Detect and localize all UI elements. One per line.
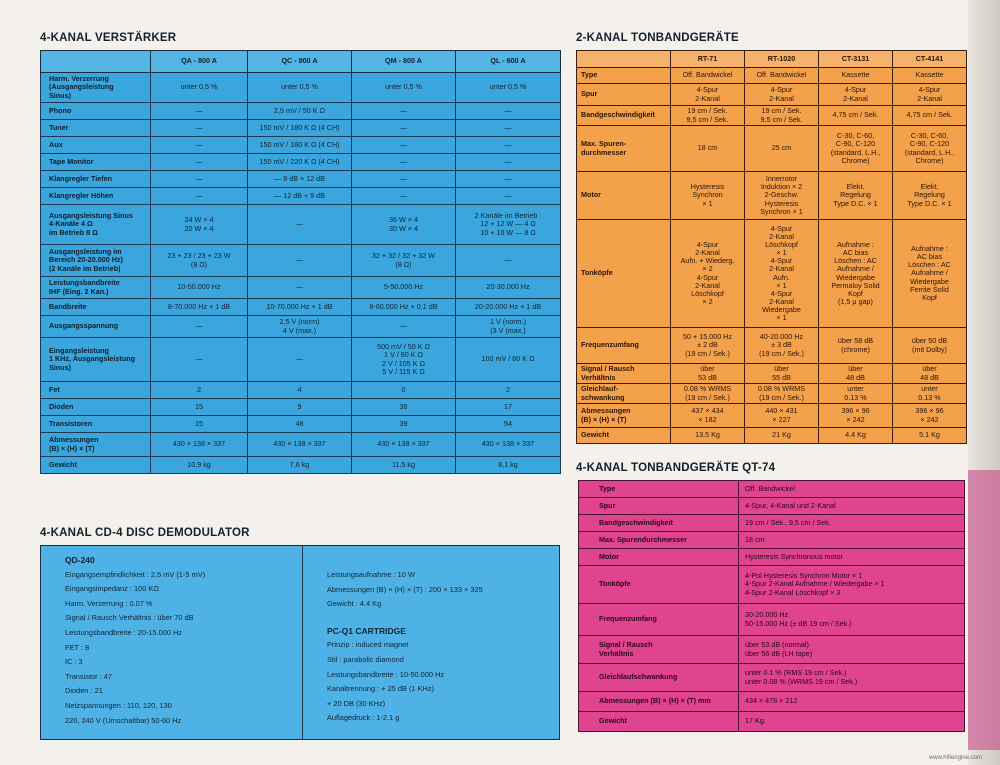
amp-cell: — xyxy=(151,137,248,154)
amp-cell: — xyxy=(352,171,456,188)
qt-title: 4-KANAL TONBANDGERÄTE QT-74 xyxy=(576,462,776,474)
qt-row-label: Bandgeschwindigkeit xyxy=(579,515,739,532)
tape-cell: Aufnahme : AC bias Löschen : AC Aufnahme / Wiedergabe Ferrite Solid Kopf xyxy=(893,220,967,328)
qd240-spec-line: Leistungsaufnahme : 10 W xyxy=(327,570,415,579)
tape-cell: 25 cm xyxy=(745,126,819,172)
qt-table-row xyxy=(579,664,965,692)
tape-cell: 21 Kg xyxy=(745,428,819,444)
amp-model-header: QC - 800 A xyxy=(248,51,352,73)
amp-cell: 100 mV / 60 K Ω xyxy=(456,338,561,382)
amp-cell: 10,9 kg xyxy=(151,457,248,474)
amp-cell: — 9 dB + 12 dB xyxy=(248,171,352,188)
amp-cell: 1 V (norm.) (3 V (max.) xyxy=(456,316,561,338)
tape-cell: Innerrotor Induktion × 2 2-Geschw. Hysteresis Synchron × 1 xyxy=(745,172,819,220)
amp-cell: — xyxy=(248,245,352,277)
tape-cell: Aufnahme : AC bias Löschen : AC Aufnahme / Wiedergabe Permaloy Solid Kopf (1,5 μ gap) xyxy=(819,220,893,328)
amplifier-spec-table xyxy=(40,50,561,474)
tape-cell: 0.08 % WRMS (19 cm / Sek.) xyxy=(745,384,819,404)
amp-cell: — xyxy=(151,171,248,188)
tape-recorder-spec-table xyxy=(576,50,967,444)
amp-table-row xyxy=(41,382,561,399)
amp-cell: 15 xyxy=(151,416,248,433)
amp-cell: 430 × 138 × 337 xyxy=(456,433,561,457)
amp-cell: 7,6 kg xyxy=(248,457,352,474)
qd240-spec-line: Transistor : 47 xyxy=(65,671,112,681)
qt-row-label: Spur xyxy=(579,498,739,515)
amp-cell: 36 xyxy=(352,399,456,416)
tape-cell: 0.08 % WRMS (19 cm / Sek.) xyxy=(671,384,745,404)
tape-cell: 40-20.000 Hz ± 3 dB (19 cm / Sek.) xyxy=(745,328,819,364)
amp-cell: 2 xyxy=(456,382,561,399)
qt-cell: 4-Pol Hysteresis Synchron Motor × 1 4-Spur 2-Kanal Aufnahme / Wiedergabe × 1 4-Spur 2-Kanal Löschkopf × 3 xyxy=(739,566,965,604)
tape-row-label: Motor xyxy=(577,172,671,220)
amp-cell: — xyxy=(456,188,561,205)
amp-cell: — 12 dB + 9 dB xyxy=(248,188,352,205)
qt-cell: 4-Spur, 4-Kanal und 2-Kanal xyxy=(739,498,965,515)
tape-cell: 18 cm xyxy=(671,126,745,172)
amp-cell: — xyxy=(456,171,561,188)
amp-cell: 24 W × 4 20 W × 4 xyxy=(151,205,248,245)
cartridge-heading: PC-Q1 CARTRIDGE xyxy=(327,625,406,636)
amp-cell: unter 0,5 % xyxy=(456,73,561,103)
amp-cell: 150 mV / 220 K Ω (4 CH) xyxy=(248,154,352,171)
amp-cell: — xyxy=(456,120,561,137)
qd240-spec-line: FET : 8 xyxy=(65,642,90,652)
amp-table-row xyxy=(41,171,561,188)
amp-table-row xyxy=(41,457,561,474)
tape-table-row xyxy=(577,364,967,384)
amp-cell: 17 xyxy=(456,399,561,416)
tape-table-row xyxy=(577,126,967,172)
amp-row-label: Bandbreite xyxy=(41,299,151,316)
tape-row-label: Max. Spuren- durchmesser xyxy=(577,126,671,172)
amp-cell: 4 xyxy=(248,382,352,399)
amp-row-label: Tape Monitor xyxy=(41,154,151,171)
qd240-spec-line: Harm. Verzerrung : 0.07 % xyxy=(65,598,153,608)
tape-table-row xyxy=(577,404,967,428)
tape-model-header: RT-1020 xyxy=(745,51,819,68)
cd4-right-column xyxy=(303,546,559,739)
qt-cell: über 53 dB (normal) über 56 dB (LH tape) xyxy=(739,636,965,664)
amp-cell: 15 xyxy=(151,399,248,416)
amp-cell: — xyxy=(151,188,248,205)
amp-header-blank xyxy=(41,51,151,73)
amp-row-label: Ausgangsleistung im Bereich 20-20.000 Hz) (2 Kanäle im Betrieb) xyxy=(41,245,151,277)
tape-cell: 5.1 Kg xyxy=(893,428,967,444)
amp-cell: 11,5 kg xyxy=(352,457,456,474)
tape-cell: C-30, C-60, C-90, C-120 (standard, L.H., Chrome) xyxy=(893,126,967,172)
tape-header-blank xyxy=(577,51,671,68)
tape-row-label: Abmessungen (B) × (H) × (T) xyxy=(577,404,671,428)
amp-table-row xyxy=(41,277,561,299)
amp-cell: 430 × 138 × 337 xyxy=(248,433,352,457)
qt-table-row xyxy=(579,481,965,498)
amp-table-row xyxy=(41,188,561,205)
tape-cell: 19 cm / Sek. 9,5 cm / Sek. xyxy=(745,106,819,126)
qt-cell: Hysteresis Synchronous motor xyxy=(739,549,965,566)
amp-table-row xyxy=(41,416,561,433)
amp-cell: 150 mV / 180 K Ω (4 CH) xyxy=(248,137,352,154)
amp-cell: 23 + 23 / 23 + 23 W (8 Ω) xyxy=(151,245,248,277)
amp-cell: — xyxy=(151,120,248,137)
amp-table-row xyxy=(41,316,561,338)
qt-table-row xyxy=(579,604,965,636)
amp-cell: — xyxy=(352,188,456,205)
tape-cell: 4-Spur 2-Kanal Löschkopf × 1 4-Spur 2-Kanal Aufn. × 1 4-Spur 2-Kanal Wiedergabe × 1 xyxy=(745,220,819,328)
tape-cell: 396 × 96 × 242 xyxy=(893,404,967,428)
amp-cell: 10-70.000 Hz + 1 dB xyxy=(248,299,352,316)
tape-cell: Kassette xyxy=(819,68,893,84)
qt-cell: 30-20.000 Hz 50-15.000 Hz (± dB 19 cm / Sek.) xyxy=(739,604,965,636)
qd240-spec-line: Gewicht : 4.4 Kg xyxy=(327,599,382,609)
tape-cell: 4,75 cm / Sek. xyxy=(893,106,967,126)
amp-row-label: Aux xyxy=(41,137,151,154)
cartridge-spec-line: Leistungsbandbreite : 10-50.000 Hz xyxy=(327,669,445,679)
amp-table-row xyxy=(41,73,561,103)
tape-cell: Off. Bandwickel xyxy=(745,68,819,84)
amp-row-label: Klangregler Höhen xyxy=(41,188,151,205)
qt-cell: 19 cm / Sek., 9,5 cm / Sek. xyxy=(739,515,965,532)
spacer xyxy=(327,612,559,624)
qt-row-label: Signal / Rausch Verhältnis xyxy=(579,636,739,664)
amp-row-label: Eingangsleistung 1 KHz, Ausgangsleistung Sinus) xyxy=(41,338,151,382)
qd240-spec-line: Netzspannungen : 110, 120, 130 xyxy=(65,700,172,710)
amp-cell: 5-50.000 Hz xyxy=(352,277,456,299)
amp-table-row xyxy=(41,154,561,171)
qd240-spec-line: Leistungsbandbreite : 20-15.000 Hz xyxy=(65,627,183,637)
tape-cell: Off. Bandwickel xyxy=(671,68,745,84)
amp-table-row xyxy=(41,205,561,245)
tape-cell: über 50 dB (mit Dolby) xyxy=(893,328,967,364)
source-url: www.hifiengine.com xyxy=(928,755,982,761)
amp-row-label: Harm. Verzerrung (Ausgangsleistung Sinus) xyxy=(41,73,151,103)
qt-row-label: Max. Spurendurchmesser xyxy=(579,532,739,549)
qd240-spec-line: 220, 240 V (Umschaltbar) 50-60 Hz xyxy=(65,715,182,725)
amp-cell: — xyxy=(352,316,456,338)
qd240-spec-line: Eingangsempfindlichkeit : 2.5 mV (1-5 mV) xyxy=(65,569,206,579)
amp-row-label: Tuner xyxy=(41,120,151,137)
tape-cell: 13.5 Kg xyxy=(671,428,745,444)
amp-cell: — xyxy=(352,120,456,137)
tape-table-row xyxy=(577,106,967,126)
amp-model-header: QL - 600 A xyxy=(456,51,561,73)
amp-row-label: Ausgangsleistung Sinus 4-Kanäle 4 Ω im Betrieb 8 Ω xyxy=(41,205,151,245)
tape-cell: 4-Spur 2-Kanal xyxy=(671,84,745,106)
qt-table-row xyxy=(579,636,965,664)
tape-cell: 4-Spur 2-Kanal Aufn. + Wiederg. × 2 4-Spur 2-Kanal Löschkopf × 2 xyxy=(671,220,745,328)
tape-cell: Hysteresis Synchron × 1 xyxy=(671,172,745,220)
amp-cell: — xyxy=(352,137,456,154)
tape-row-label: Gleichlauf- schwankung xyxy=(577,384,671,404)
tape-cell: über 48 dB xyxy=(819,364,893,384)
amp-row-label: Ausgangsspannung xyxy=(41,316,151,338)
amp-cell: 0 xyxy=(352,382,456,399)
amp-cell: — xyxy=(352,154,456,171)
tape-row-label: Spur xyxy=(577,84,671,106)
amp-cell: 430 × 138 × 337 xyxy=(151,433,248,457)
cartridge-spec-line: Prinzip : induced magnet xyxy=(327,640,409,650)
amp-cell: — xyxy=(248,277,352,299)
qt-table-row xyxy=(579,566,965,604)
tape-title: 2-KANAL TONBANDGERÄTE xyxy=(576,32,739,44)
amp-cell: 48 xyxy=(248,416,352,433)
amp-model-header: QM - 800 A xyxy=(352,51,456,73)
qt-row-label: Gewicht xyxy=(579,712,739,732)
amp-cell: 39 xyxy=(352,416,456,433)
tape-cell: unter 0.13 % xyxy=(819,384,893,404)
amp-cell: 2 Kanäle im Betrieb : 12 + 12 W — 4 Ω 10 + 10 W — 8 Ω xyxy=(456,205,561,245)
tape-cell: 440 × 431 × 227 xyxy=(745,404,819,428)
qt-row-label: Frequenzumfang xyxy=(579,604,739,636)
amp-cell: 9 xyxy=(248,399,352,416)
amp-cell: unter 0,5 % xyxy=(151,73,248,103)
tape-row-label: Signal / Rausch Verhältnis xyxy=(577,364,671,384)
amp-title: 4-KANAL VERSTÄRKER xyxy=(40,32,177,44)
amp-cell: unter 0,5 % xyxy=(352,73,456,103)
tape-model-header: CT-3131 xyxy=(819,51,893,68)
tape-cell: 4-Spur 2-Kanal xyxy=(745,84,819,106)
cartridge-spec-line: Stil : parabolic diamond xyxy=(327,654,404,664)
amp-cell: — xyxy=(456,103,561,120)
qt-cell: 434 × 478 × 212 xyxy=(739,692,965,712)
amp-cell: 20-30.000 Hz xyxy=(456,277,561,299)
tape-model-header: RT-71 xyxy=(671,51,745,68)
amp-cell: — xyxy=(352,103,456,120)
amp-table-row xyxy=(41,299,561,316)
amp-cell: 2,5 V (norm) 4 V (max.) xyxy=(248,316,352,338)
qt-row-label: Tonköpfe xyxy=(579,566,739,604)
tape-table-row xyxy=(577,84,967,106)
amp-cell: — xyxy=(456,137,561,154)
qt-row-label: Type xyxy=(579,481,739,498)
tape-cell: 4.4 Kg xyxy=(819,428,893,444)
amp-table-row xyxy=(41,433,561,457)
tape-cell: 4-Spur 2-Kanal xyxy=(819,84,893,106)
tape-cell: 4,75 cm / Sek. xyxy=(819,106,893,126)
tape-cell: unter 0.13 % xyxy=(893,384,967,404)
qt-cell: unter 0.1 % (RMS 19 cm / Sek.) unter 0.08 % (WRMS 19 cm / Sek.) xyxy=(739,664,965,692)
amp-table-row xyxy=(41,338,561,382)
qt-table-row xyxy=(579,692,965,712)
qt-table-row xyxy=(579,515,965,532)
amp-cell: 32 + 32 / 32 + 32 W (8 Ω) xyxy=(352,245,456,277)
amp-row-label: Abmessungen (B) × (H) × (T) xyxy=(41,433,151,457)
tape-table-row xyxy=(577,172,967,220)
amp-table-row xyxy=(41,245,561,277)
amp-cell: — xyxy=(151,316,248,338)
amp-row-label: Gewicht xyxy=(41,457,151,474)
tape-cell: 4-Spur 2-Kanal xyxy=(893,84,967,106)
qt74-spec-table xyxy=(578,480,965,732)
amp-table-row xyxy=(41,399,561,416)
tape-table-row xyxy=(577,328,967,364)
tape-row-label: Type xyxy=(577,68,671,84)
tape-cell: C-30, C-60, C-90, C-120 (standard, L.H., Chrome) xyxy=(819,126,893,172)
tape-cell: Elekt. Regelung Type D.C. × 1 xyxy=(819,172,893,220)
tape-cell: 50 + 15.000 Hz ± 2 dB (19 cm / Sek.) xyxy=(671,328,745,364)
amp-cell: 8-70.000 Hz + 1 dB xyxy=(151,299,248,316)
tape-cell: über 58 dB (chrome) xyxy=(819,328,893,364)
amp-row-label: Dioden xyxy=(41,399,151,416)
tape-table-row xyxy=(577,220,967,328)
amp-cell: 2,5 mV / 50 K Ω xyxy=(248,103,352,120)
tape-cell: 437 × 434 × 182 xyxy=(671,404,745,428)
qt-row-label: Motor xyxy=(579,549,739,566)
cartridge-spec-line: Kanaltrennung : + 25 dB (1 KHz) xyxy=(327,684,435,694)
tape-row-label: Frequenzumfang xyxy=(577,328,671,364)
amp-cell: 150 mV / 180 K Ω (4 CH) xyxy=(248,120,352,137)
amp-row-label: Klangregler Tiefen xyxy=(41,171,151,188)
tape-model-header: CT-4141 xyxy=(893,51,967,68)
amp-row-label: Transistoren xyxy=(41,416,151,433)
amp-cell: — xyxy=(151,103,248,120)
amp-table-row xyxy=(41,137,561,154)
qt-cell: 17 Kg. xyxy=(739,712,965,732)
amp-cell: — xyxy=(456,245,561,277)
amp-row-label: Phono xyxy=(41,103,151,120)
amp-table-row xyxy=(41,120,561,137)
qd240-spec-line: Signal / Rausch Verhältnis : über 70 dB xyxy=(65,613,194,623)
qt-cell: Off. Bandwickel xyxy=(739,481,965,498)
qt-row-label: Gleichlaufschwankung xyxy=(579,664,739,692)
tape-cell: 396 × 96 × 242 xyxy=(819,404,893,428)
amp-model-header: QA - 800 A xyxy=(151,51,248,73)
qt-cell: 18 cm xyxy=(739,532,965,549)
tape-table-row xyxy=(577,428,967,444)
cartridge-spec-line: Auflagedruck : 1-2.1 g xyxy=(327,713,400,723)
qt-row-label: Abmessungen (B) × (H) × (T) mm xyxy=(579,692,739,712)
tape-cell: Elekt. Regelung Type D.C. × 1 xyxy=(893,172,967,220)
qd240-spec-line: Dioden : 21 xyxy=(65,686,103,696)
amp-cell: — xyxy=(248,205,352,245)
qd240-spec-line: IC : 3 xyxy=(65,657,83,667)
amp-row-label: Fet xyxy=(41,382,151,399)
qt-table-row xyxy=(579,532,965,549)
qd240-heading: QD-240 xyxy=(65,555,95,565)
amp-table-row xyxy=(41,103,561,120)
amp-cell: — xyxy=(151,154,248,171)
tape-row-label: Tonköpfe xyxy=(577,220,671,328)
tape-cell: 19 cm / Sek. 9,5 cm / Sek. xyxy=(671,106,745,126)
qd240-spec-line: Abmessungen (B) × (H) × (T) : 200 × 133 × 325 xyxy=(327,584,483,594)
amp-cell: unter 0,5 % xyxy=(248,73,352,103)
amp-row-label: Leistungsbandbreite IHF (Eing. 2 Kan.) xyxy=(41,277,151,299)
tape-cell: über 55 dB xyxy=(745,364,819,384)
amp-cell: 2 xyxy=(151,382,248,399)
amp-cell: 430 × 138 × 337 xyxy=(352,433,456,457)
tape-table-row xyxy=(577,384,967,404)
amp-cell: — xyxy=(456,154,561,171)
amp-cell: — xyxy=(248,338,352,382)
qd240-spec-line: Eingangsimpedanz : 100 KΩ xyxy=(65,584,159,594)
cd4-title: 4-KANAL CD-4 DISC DEMODULATOR xyxy=(40,527,250,539)
amp-cell: 36 W × 4 30 W × 4 xyxy=(352,205,456,245)
amp-cell: — xyxy=(151,338,248,382)
amp-cell: 54 xyxy=(456,416,561,433)
amp-cell: 500 mV / 50 K Ω 1 V / 80 K Ω 2 V / 105 K Ω 5 V / 115 K Ω xyxy=(352,338,456,382)
qt-table-row xyxy=(579,498,965,515)
adjacent-page-pink xyxy=(968,470,1000,750)
amp-cell: 8,1 kg xyxy=(456,457,561,474)
tape-cell: Kassette xyxy=(893,68,967,84)
cartridge-spec-line: + 20 DB (30 KHz) xyxy=(327,698,386,708)
amp-cell: 20-20.000 Hz + 1 dB xyxy=(456,299,561,316)
qt-table-row xyxy=(579,712,965,732)
tape-cell: über 53 dB xyxy=(671,364,745,384)
tape-table-row xyxy=(577,68,967,84)
qt-table-row xyxy=(579,549,965,566)
cd4-demodulator-panel xyxy=(40,545,560,740)
amp-cell: 8-60.000 Hz + 0,1 dB xyxy=(352,299,456,316)
tape-row-label: Gewicht xyxy=(577,428,671,444)
tape-row-label: Bandgeschwindigkeit xyxy=(577,106,671,126)
amp-cell: 10-50.000 Hz xyxy=(151,277,248,299)
tape-cell: über 48 dB xyxy=(893,364,967,384)
cd4-left-column xyxy=(41,546,303,739)
